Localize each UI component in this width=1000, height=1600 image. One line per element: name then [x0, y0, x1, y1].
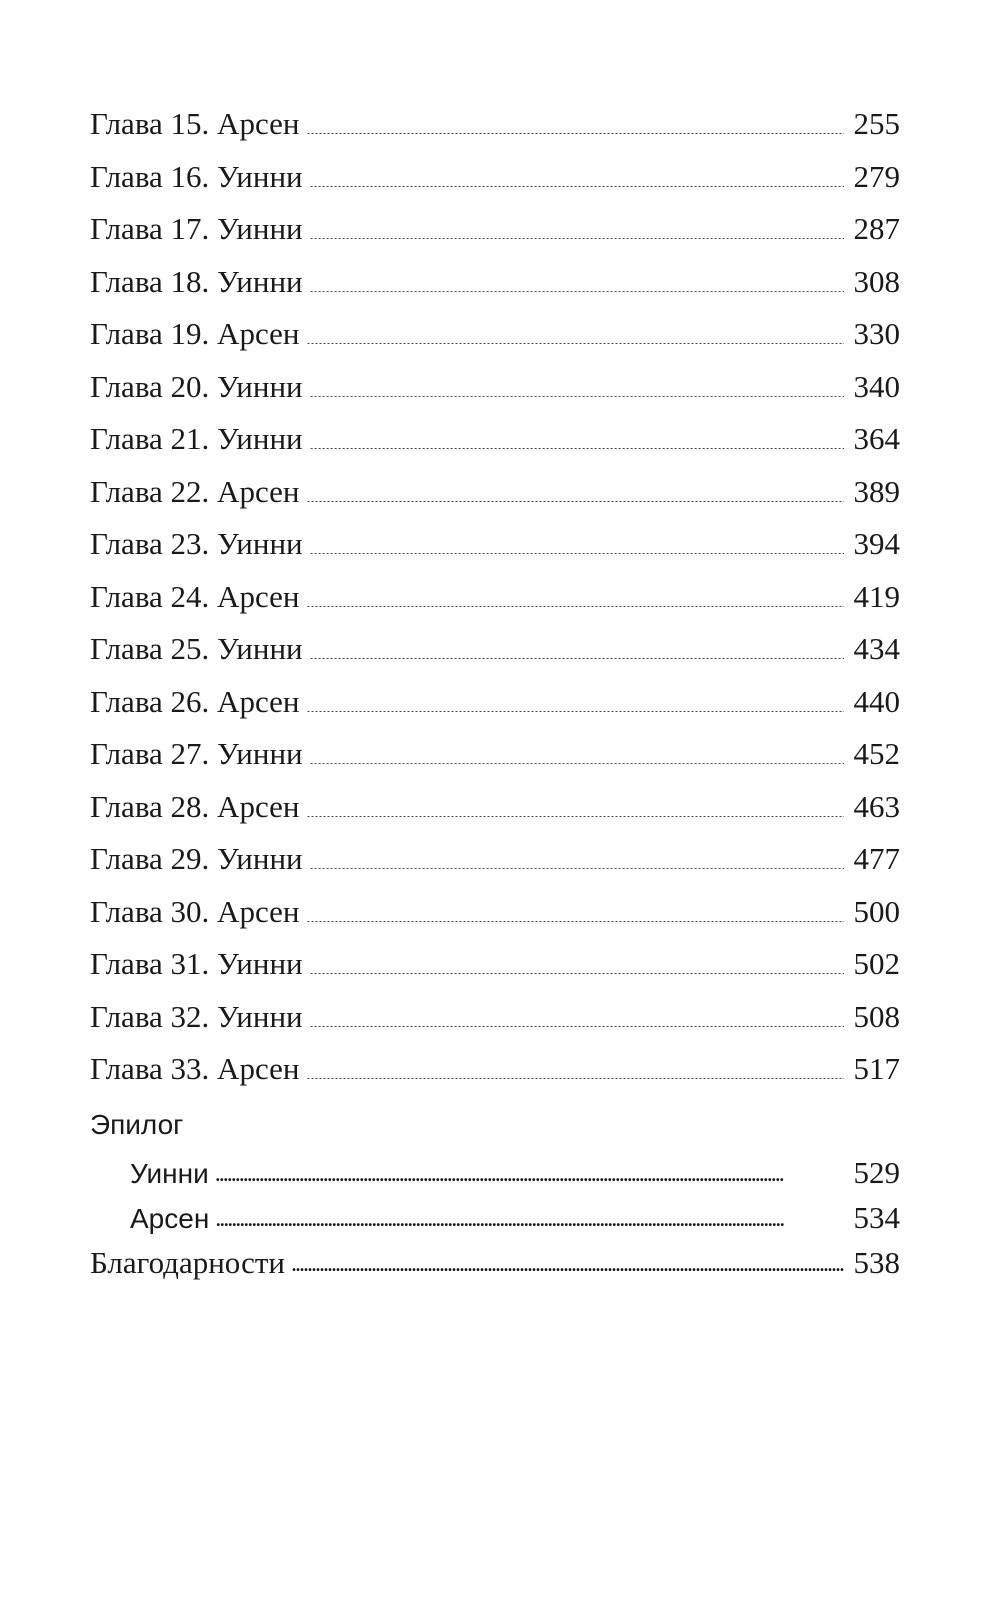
toc-entry-label: Арсен [130, 1202, 210, 1234]
toc-entry-page-number: 330 [853, 316, 900, 351]
toc-entry-label: Глава 17. Уинни [90, 211, 303, 246]
toc-entry-page-number: 463 [853, 788, 900, 824]
toc-entry-page-number: 419 [853, 578, 900, 614]
toc-entry-chapter-21 [90, 413, 900, 466]
toc-entry-label: Глава 22. Арсен [90, 473, 300, 509]
dot-leader [305, 103, 844, 134]
toc-entry-chapter-19 [90, 308, 900, 361]
dot-leader [309, 261, 844, 292]
toc-entry-page-number: 508 [853, 998, 900, 1034]
dot-leader [215, 1152, 844, 1183]
toc-entry-page-number: 308 [853, 263, 900, 299]
toc-entry-chapter-22 [90, 466, 900, 519]
toc-entry-page-number: 529 [853, 1154, 900, 1190]
dot-leader [305, 681, 844, 712]
dot-leader [291, 1242, 844, 1273]
toc-entry-chapter-23 [90, 518, 900, 571]
toc-entry-epilogue-arsen [90, 1195, 900, 1240]
toc-entry-chapter-33 [90, 1043, 900, 1096]
toc-entry-chapter-16 [90, 151, 900, 204]
dot-leader [305, 786, 844, 817]
toc-entry-label: Глава 20. Уинни [90, 368, 303, 404]
toc-entry-label: Глава 18. Уинни [90, 263, 303, 299]
dot-leader [305, 576, 844, 607]
toc-entry-page-number: 538 [853, 1244, 900, 1280]
dot-leader [309, 733, 844, 764]
toc-entry-label: Глава 33. Арсен [90, 1051, 300, 1086]
dot-leader [309, 366, 844, 397]
toc-entry-page-number: 500 [853, 893, 900, 929]
toc-entry-acknowledgements [90, 1240, 900, 1285]
toc-entry-label: Глава 32. Уинни [90, 998, 303, 1034]
toc-entry-chapter-18 [90, 256, 900, 309]
toc-entry-label: Глава 15. Арсен [90, 106, 300, 141]
toc-entry-page-number: 452 [853, 736, 900, 771]
toc-entry-label: Глава 29. Уинни [90, 841, 303, 876]
epilogue-heading: Эпилог [90, 1108, 184, 1140]
toc-entry-page-number: 255 [853, 106, 900, 141]
toc-entry-label: Благодарности [90, 1244, 285, 1280]
toc-entry-page-number: 517 [853, 1051, 900, 1086]
toc-entry-label: Глава 24. Арсен [90, 578, 300, 614]
toc-entry-chapter-15 [90, 98, 900, 151]
dot-leader [309, 838, 844, 869]
toc-entry-page-number: 440 [853, 683, 900, 719]
toc-entry-page-number: 279 [853, 158, 900, 194]
toc-entry-label: Глава 19. Арсен [90, 316, 300, 351]
toc-entry-chapter-31 [90, 938, 900, 991]
toc-entry-chapter-29 [90, 833, 900, 886]
toc-entry-page-number: 287 [853, 211, 900, 246]
toc-entry-chapter-25 [90, 623, 900, 676]
toc-entry-chapter-20 [90, 361, 900, 414]
dot-leader [309, 523, 844, 554]
dot-leader [215, 1197, 844, 1228]
dot-leader [305, 891, 844, 922]
toc-entry-chapter-32 [90, 991, 900, 1044]
toc-entry-chapter-30 [90, 886, 900, 939]
dot-leader [309, 418, 844, 449]
toc-entry-page-number: 477 [853, 841, 900, 876]
toc-entry-label: Глава 16. Уинни [90, 158, 303, 194]
dot-leader [309, 156, 844, 187]
toc-entry-label: Глава 26. Арсен [90, 683, 300, 719]
toc-entry-page-number: 394 [853, 526, 900, 561]
toc-entry-page-number: 340 [853, 368, 900, 404]
toc-entry-label: Глава 23. Уинни [90, 526, 303, 561]
toc-entry-page-number: 502 [853, 946, 900, 981]
table-of-contents [90, 98, 900, 1285]
toc-entry-chapter-26 [90, 676, 900, 729]
toc-entry-label: Глава 25. Уинни [90, 631, 303, 666]
dot-leader [309, 943, 844, 974]
dot-leader [309, 208, 844, 239]
dot-leader [309, 996, 844, 1027]
dot-leader [305, 471, 844, 502]
toc-entry-chapter-24 [90, 571, 900, 624]
toc-entry-label: Глава 31. Уинни [90, 946, 303, 981]
toc-entry-label: Глава 30. Арсен [90, 893, 300, 929]
toc-entry-page-number: 434 [853, 631, 900, 666]
toc-entry-label: Глава 21. Уинни [90, 421, 303, 456]
toc-entry-chapter-28 [90, 781, 900, 834]
dot-leader [309, 628, 844, 659]
dot-leader [305, 1048, 844, 1079]
toc-entry-chapter-17 [90, 203, 900, 256]
toc-entry-page-number: 364 [853, 421, 900, 456]
toc-entry-epilogue-winnie [90, 1150, 900, 1195]
toc-entry-label: Глава 27. Уинни [90, 736, 303, 771]
toc-entry-label: Уинни [130, 1157, 209, 1189]
toc-entry-page-number: 389 [853, 473, 900, 509]
toc-entry-chapter-27 [90, 728, 900, 781]
toc-entry-page-number: 534 [853, 1199, 900, 1235]
toc-entry-label: Глава 28. Арсен [90, 788, 300, 824]
dot-leader [305, 313, 844, 344]
